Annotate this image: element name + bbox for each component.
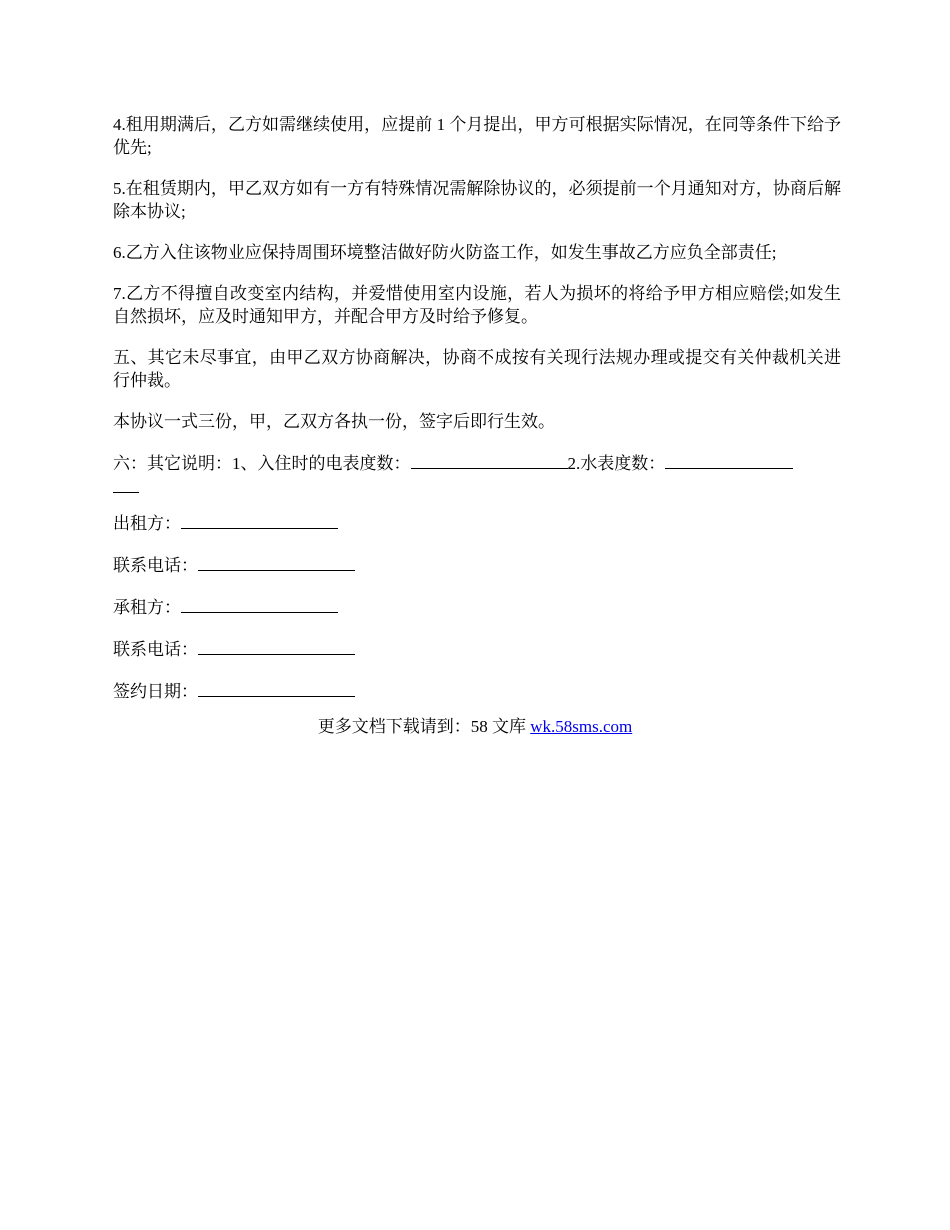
clause-5: 5.在租赁期内，甲乙双方如有一方有特殊情况需解除协议的，必须提前一个月通知对方，协商后解除本协议;	[113, 179, 841, 221]
clause-6: 6.乙方入住该物业应保持周围环境整洁做好防火防盗工作，如发生事故乙方应负全部责任;	[113, 243, 777, 262]
sign-date-blank	[198, 679, 355, 697]
document-body	[113, 113, 841, 721]
water-meter-label: 2.水表度数：	[567, 454, 666, 473]
lessee-phone-line	[113, 637, 841, 661]
water-meter-blank-continued	[113, 475, 139, 493]
copies-statement: 本协议一式三份，甲，乙双方各执一份，签字后即行生效。	[113, 412, 555, 431]
lessor-blank	[181, 511, 338, 529]
lessee-line	[113, 595, 841, 619]
lessee-phone-blank	[198, 637, 355, 655]
lessor-phone-label: 联系电话：	[113, 556, 198, 575]
clause-4: 4.租用期满后，乙方如需继续使用，应提前 1 个月提出，甲方可根据实际情况，在同等条件下给予优先;	[113, 115, 841, 157]
lessor-line	[113, 511, 841, 535]
electric-meter-blank	[411, 451, 568, 469]
footer	[0, 715, 950, 738]
sign-date-line	[113, 679, 841, 703]
lessee-phone-label: 联系电话：	[113, 640, 198, 659]
lessee-label: 承租方：	[113, 598, 181, 617]
other-notes	[113, 451, 841, 493]
lessee-blank	[181, 595, 338, 613]
footer-link[interactable]: wk.58sms.com	[530, 717, 633, 736]
clause-7: 7.乙方不得擅自改变室内结构，并爱惜使用室内设施，若人为损坏的将给予甲方相应赔偿;如发生自然损坏，应及时通知甲方，并配合甲方及时给予修复。	[113, 284, 841, 326]
footer-text: 更多文档下载请到：58 文库	[317, 717, 531, 736]
section-5: 五、其它未尽事宜，由甲乙双方协商解决，协商不成按有关现行法规办理或提交有关仲裁机关进行仲裁。	[113, 348, 841, 390]
sign-date-label: 签约日期：	[113, 682, 198, 701]
water-meter-blank	[665, 451, 793, 469]
lessor-phone-line	[113, 553, 841, 577]
lessor-label: 出租方：	[113, 514, 181, 533]
electric-meter-label: 六：其它说明：1、入住时的电表度数：	[113, 454, 411, 473]
lessor-phone-blank	[198, 553, 355, 571]
